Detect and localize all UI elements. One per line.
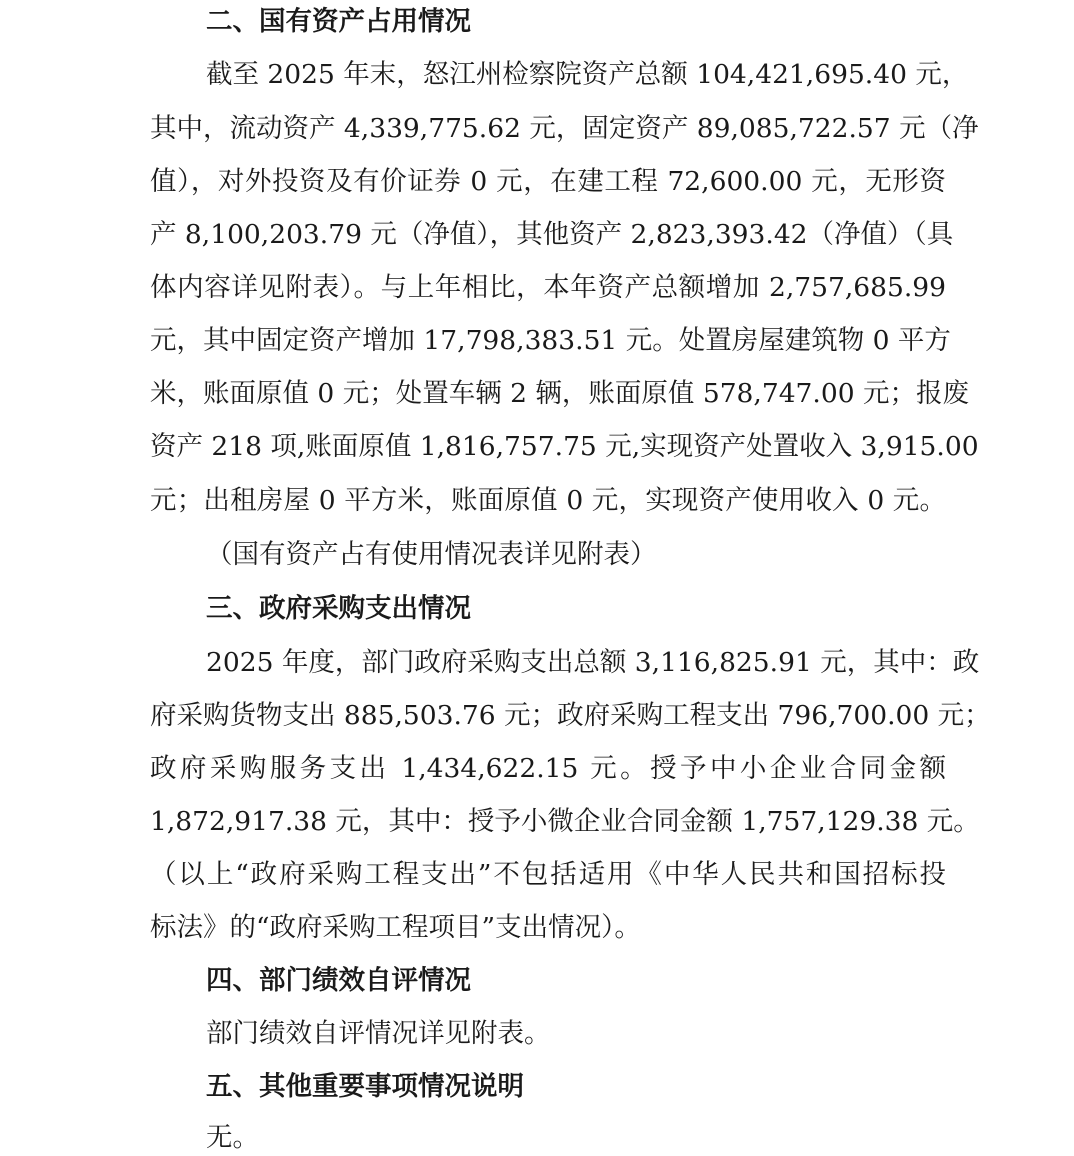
section3-line-6: 标法》的“政府采购工程项目”支出情况）。 xyxy=(150,912,641,943)
section2-note: （国有资产占有使用情况表详见附表） xyxy=(206,539,657,570)
section2-line-5: 体内容详见附表）。与上年相比，本年资产总额增加 2,757,685.99 xyxy=(150,272,946,303)
section2-line-4: 产 8,100,203.79 元（净值），其他资产 2,823,393.42（净值）（具 xyxy=(150,219,954,250)
section2-line-9: 元；出租房屋 0 平方米，账面原值 0 元，实现资产使用收入 0 元。 xyxy=(150,485,946,516)
section2-line-8: 资产 218 项,账面原值 1,816,757.75 元,实现资产处置收入 3,915.00 xyxy=(150,431,979,462)
section3-line-1: 2025 年度，部门政府采购支出总额 3,116,825.91 元，其中：政 xyxy=(206,647,980,678)
section2-heading: 二、国有资产占用情况 xyxy=(206,6,471,37)
section5-heading: 五、其他重要事项情况说明 xyxy=(206,1071,524,1102)
section3-heading: 三、政府采购支出情况 xyxy=(206,593,471,624)
section3-line-5: （以上“政府采购工程支出”不包括适用《中华人民共和国招标投 xyxy=(150,859,946,890)
section2-line-2: 其中，流动资产 4,339,775.62 元，固定资产 89,085,722.57 元（净 xyxy=(150,113,979,144)
section3-line-2: 府采购货物支出 885,503.76 元；政府采购工程支出 796,700.00 元； xyxy=(150,700,991,731)
section2-line-7: 米，账面原值 0 元；处置车辆 2 辆，账面原值 578,747.00 元；报废 xyxy=(150,378,969,409)
section2-line-6: 元，其中固定资产增加 17,798,383.51 元。处置房屋建筑物 0 平方 xyxy=(150,325,951,356)
section2-line-1: 截至 2025 年末，怒江州检察院资产总额 104,421,695.40 元， xyxy=(206,59,969,90)
section4-text: 部门绩效自评情况详见附表。 xyxy=(206,1018,551,1049)
section4-heading: 四、部门绩效自评情况 xyxy=(206,965,471,996)
section5-text: 无。 xyxy=(206,1122,259,1153)
section3-line-3: 政府采购服务支出 1,434,622.15 元。授予中小企业合同金额 xyxy=(150,753,946,784)
section3-line-4: 1,872,917.38 元，其中：授予小微企业合同金额 1,757,129.38 元。 xyxy=(150,806,980,837)
section2-line-3: 值），对外投资及有价证券 0 元，在建工程 72,600.00 元，无形资 xyxy=(150,166,946,197)
